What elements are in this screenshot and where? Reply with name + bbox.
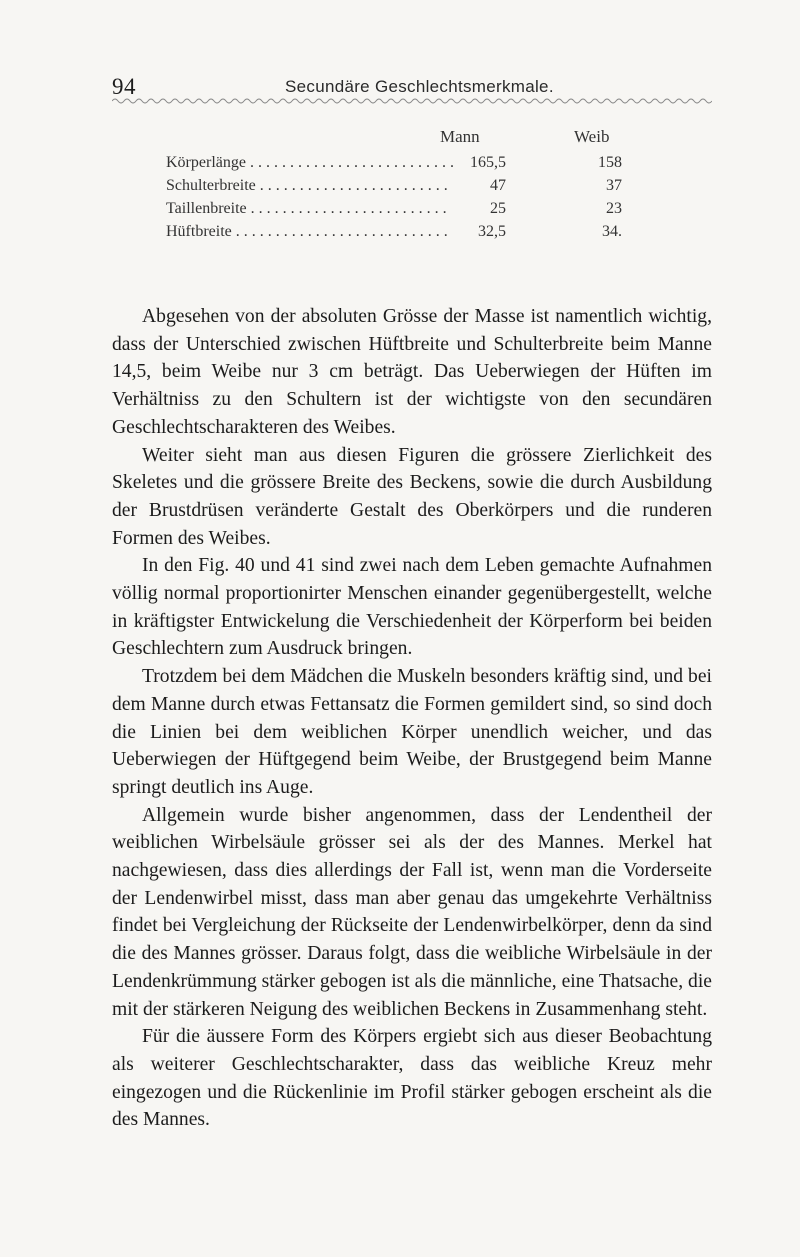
- table-row: [166, 154, 646, 177]
- value-woman: 23: [606, 200, 622, 217]
- paragraph: Abgesehen von der absoluten Grösse der Masse ist namentlich wichtig, dass der Unterschied zwischen Hüftbreite und Schulterbreite beim Manne 14,5, beim Weibe nur 3 cm beträgt. Das Ueberwiegen der Hüften im Verhältniss zu den Schultern ist der wichtigste von den secundären Geschlechtscharakteren des Weibes.: [112, 306, 712, 438]
- body-text: [112, 303, 712, 1134]
- row-label: Taillenbreite . . . . . . . . . . . . . . . . . . . . . . . . .: [166, 200, 447, 217]
- row-label: Hüftbreite . . . . . . . . . . . . . . . . . . . . . . . . . . .: [166, 223, 448, 240]
- page-number: 94: [112, 74, 136, 99]
- value-man: 32,5: [478, 223, 506, 240]
- column-header-woman: Weib: [574, 127, 610, 146]
- value-woman: 158: [598, 154, 622, 171]
- paragraph: In den Fig. 40 und 41 sind zwei nach dem Leben gemachte Aufnahmen völlig normal proportionirter Menschen einander gegenübergestellt, welche in kräftigster Entwickelung die Verschiedenheit der Körperform bei beiden Geschlechtern zum Ausdruck bringen.: [112, 555, 712, 660]
- measurement-table: [166, 127, 646, 246]
- value-man: 47: [490, 177, 506, 194]
- row-label: Körperlänge . . . . . . . . . . . . . . . . . . . . . . . . . .: [166, 154, 454, 171]
- paragraph: Für die äussere Form des Körpers ergiebt sich aus dieser Beobachtung als weiterer Geschlechtscharakter, dass das weibliche Kreuz mehr eingezogen und die Rückenlinie im Profil stärker gebogen erscheint als die des Mannes.: [112, 1026, 712, 1131]
- paragraph: Allgemein wurde bisher angenommen, dass der Lendentheil der weiblichen Wirbelsäule grösser sei als der des Mannes. Merkel hat nachgewiesen, dass dies allerdings der Fall ist, wenn man die Vorderseite der Lendenwirbel misst, dass man aber genau das umgekehrte Verhältniss findet bei Vergleichung der Rückseite der Lendenwirbelkörper, denn da sind die des Mannes grösser. Daraus folgt, dass die weibliche Wirbelsäule in der Lendenkrümmung stärker gebogen ist als die männliche, eine Thatsache, die mit der stärkeren Neigung des weiblichen Beckens in Zusammenhang steht.: [112, 804, 712, 1020]
- wavy-header-rule: [112, 96, 712, 106]
- row-label: Schulterbreite . . . . . . . . . . . . . . . . . . . . . . . .: [166, 177, 448, 194]
- table-row: [166, 177, 646, 200]
- table-row: [166, 200, 646, 223]
- value-woman: 37: [606, 177, 622, 194]
- table-row: [166, 223, 646, 246]
- paragraph: Weiter sieht man aus diesen Figuren die grössere Zierlichkeit des Skeletes und die grössere Breite des Beckens, sowie die durch Ausbildung der Brustdrüsen veränderte Gestalt des Oberkörpers und die runderen Formen des Weibes.: [112, 444, 712, 549]
- paragraph: Trotzdem bei dem Mädchen die Muskeln besonders kräftig sind, und bei dem Manne durch etwas Fettansatz die Formen gemildert sind, so sind doch die Linien bei dem weiblichen Körper unendlich weicher, und das Ueberwiegen der Hüftgegend beim Weibe, der Brustgegend beim Manne springt deutlich ins Auge.: [112, 666, 712, 798]
- column-header-man: Mann: [440, 127, 480, 146]
- value-man: 25: [490, 200, 506, 217]
- table-header: [166, 127, 646, 154]
- value-man: 165,5: [470, 154, 506, 171]
- running-title: Secundäre Geschlechtsmerkmale.: [285, 77, 554, 96]
- value-woman: 34.: [602, 223, 622, 240]
